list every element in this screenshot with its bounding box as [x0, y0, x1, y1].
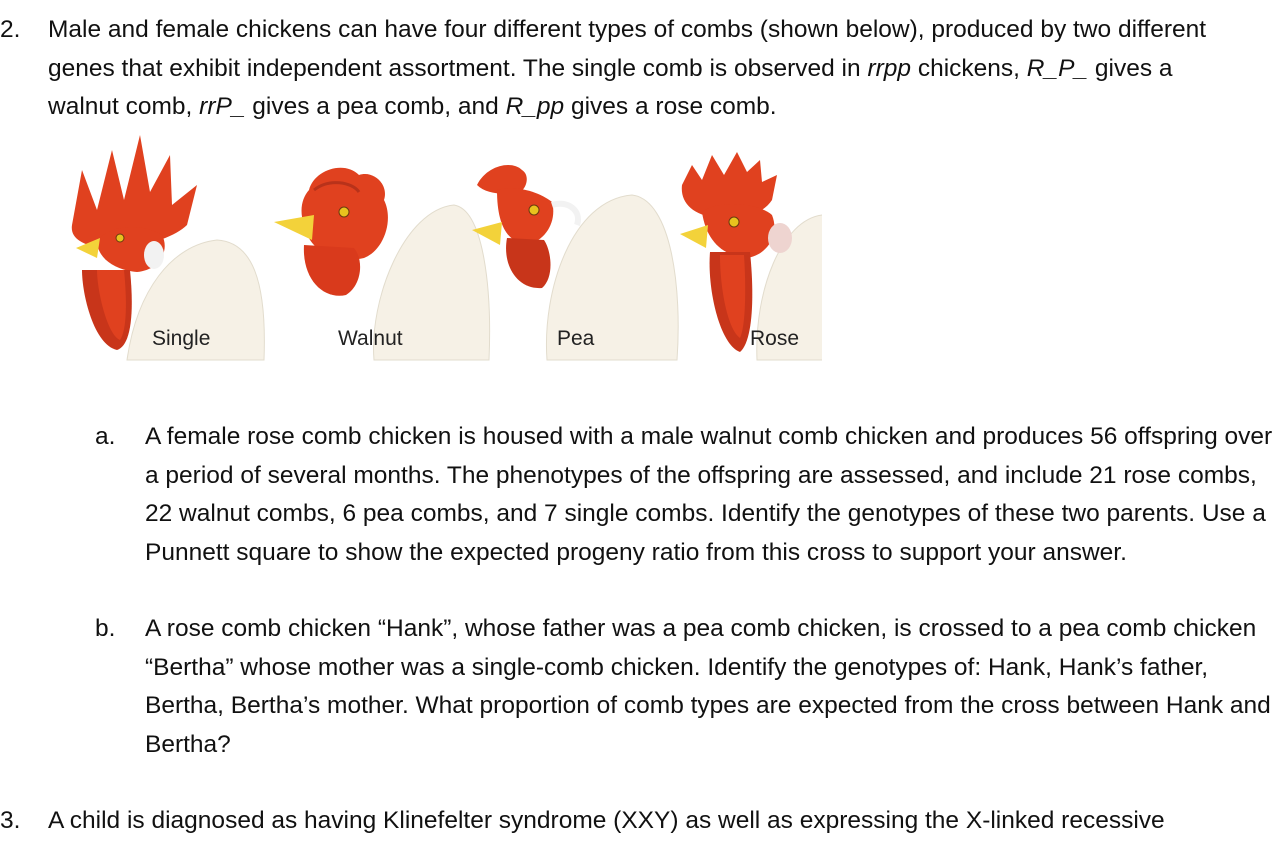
question-2-number: 2.: [0, 16, 21, 43]
genotype-r-p: R_P_: [1026, 54, 1089, 82]
comb-types-figure: [52, 130, 822, 362]
caption-rose: Rose: [750, 327, 800, 350]
q2-t1: chickens,: [911, 54, 1027, 82]
part-a-text: A female rose comb chicken is housed with a male walnut comb chicken and produces 56 offspring over a period of several months. The phenotypes of the offspring are assessed, and include 21 rose combs, 22 walnut combs, 6 pea combs, and 7 single combs. Identify the genotypes of these two parents. Use a Punnett square to show the expected progeny ratio from this cross to support your answer.: [145, 423, 1273, 566]
part-b-text: A rose comb chicken “Hank”, whose father was a pea comb chicken, is crossed to a pea comb chicken “Bertha” whose mother was a single-comb chicken. Identify the genotypes of: Hank, Hank’s father, Bertha, Bertha’s mother. What proportion of comb types are expected from the cross between Hank and Bertha?: [145, 615, 1271, 758]
question-2-text: [48, 11, 1248, 127]
question-3-text: A child is diagnosed as having Klinefelter syndrome (XXY) as well as expressing the X-linked recessive: [48, 807, 1165, 834]
part-b-letter: b.: [95, 615, 116, 642]
caption-walnut: Walnut: [338, 327, 403, 350]
q2-t4: gives a rose comb.: [564, 93, 777, 120]
caption-pea: Pea: [557, 327, 595, 350]
q2-t3: gives a pea comb, and: [245, 93, 506, 120]
question-3-number: 3.: [0, 807, 21, 834]
part-a-letter: a.: [95, 423, 116, 450]
caption-single: Single: [152, 327, 211, 350]
q2-t2: gives a walnut comb,: [48, 54, 1173, 120]
genotype-rrp: rrP_: [199, 93, 246, 120]
genotype-rpp: R_pp: [505, 93, 565, 120]
genotype-rrpp: rrpp: [867, 54, 912, 82]
q2-lead: Male and female chickens can have four different types of combs (shown below), produced by two different genes that exhibit independent assortment. The single comb is observed in: [48, 16, 1207, 82]
